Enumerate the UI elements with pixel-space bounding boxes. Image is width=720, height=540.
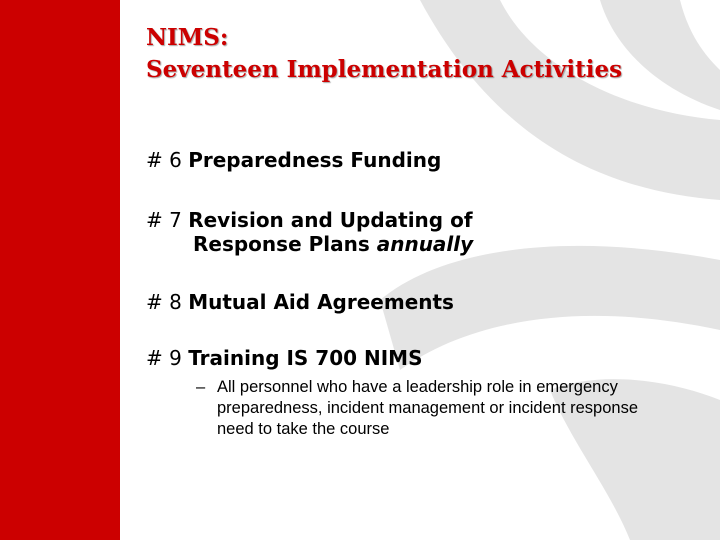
item-label: Preparedness Funding <box>188 148 442 172</box>
sub-bullet-text: All personnel who have a leadership role in emergency preparedness, incident management or incident response need to take the course <box>217 378 639 438</box>
page-title <box>146 22 622 86</box>
red-sidebar <box>0 0 120 540</box>
item-number: # 6 <box>146 148 182 172</box>
dash-bullet-icon: – <box>196 378 206 396</box>
sub-bullet <box>196 377 676 440</box>
item-number: # 7 <box>146 208 182 232</box>
item-number: # 9 <box>146 346 182 370</box>
title-line-1: NIMS: <box>146 24 229 51</box>
list-item <box>146 148 441 172</box>
item-emphasis: annually <box>376 232 474 256</box>
item-label: Revision and Updating of <box>188 208 473 232</box>
list-item <box>146 290 454 314</box>
item-number: # 8 <box>146 290 182 314</box>
item-continuation-text: Response Plans <box>193 232 370 256</box>
list-item <box>146 208 473 256</box>
item-label: Mutual Aid Agreements <box>188 290 454 314</box>
item-continuation <box>146 232 473 256</box>
item-label: Training IS 700 NIMS <box>188 346 423 370</box>
list-item <box>146 346 422 370</box>
title-line-2: Seventeen Implementation Activities <box>146 56 623 83</box>
